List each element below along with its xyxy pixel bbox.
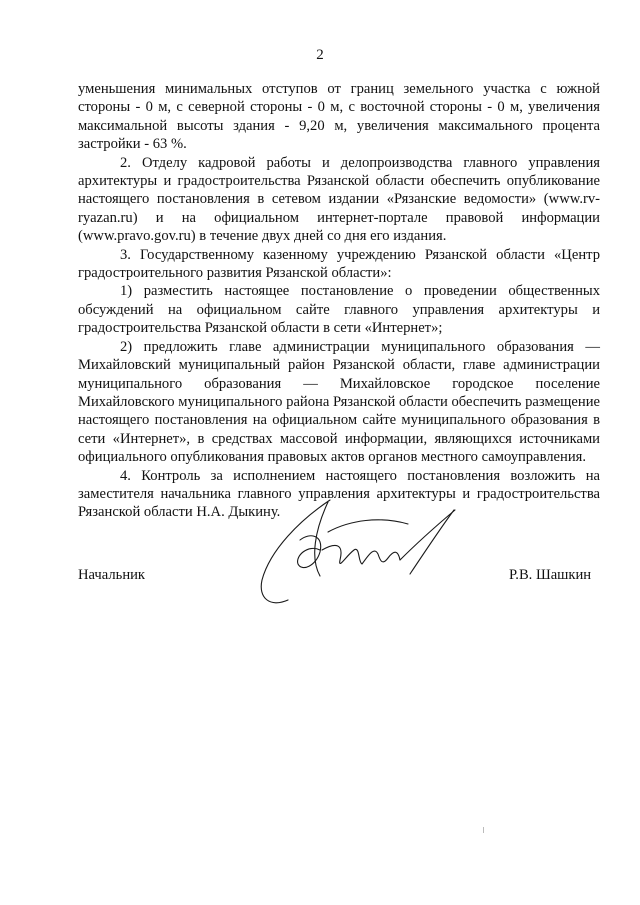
paragraph-subitem-2: 2) предложить главе администрации муниципального образования — Михайловский муниципальный район Рязанской области, главе администрации муниципального образования — Михайловское городское поселение Михайловского муниципального района Рязанской области обеспечить размещение настоящего постановления на официальном сайте муниципального образования в сети «Интернет», в средствах массовой информации, являющихся источниками официального опубликования правовых актов органов местного самоуправления. [78,338,600,466]
signer-name: Р.В. Шашкин [509,567,592,583]
page-number: 2 [316,47,324,63]
paragraph-item-2: 2. Отделу кадровой работы и делопроизводства главного управления архитектуры и градостроительства Рязанской области обеспечить опубликование настоящего постановления в сетевом издании «Рязанские ведомости» (www.rv-ryazan.ru) и на официальном интернет-портале правовой информации (www.pravo.gov.ru) в течение двух дней со дня его издания. [78,154,600,245]
handwritten-signature [240,480,480,620]
paragraph-item-3: 3. Государственному казенному учреждению Рязанской области «Центр градостроительного развития Рязанской области»: [78,246,600,282]
paragraph-continuation: уменьшения минимальных отступов от границ земельного участка с южной стороны - 0 м, с северной стороны - 0 м, с восточной стороны - 0 м, увеличения максимальной высоты здания - 9,20 м, увеличения максимального процента застройки - 63 %. [78,81,600,153]
paragraph-subitem-1: 1) разместить настоящее постановление о проведении общественных обсуждений на официальном сайте главного управления архитектуры и градостроительства Рязанской области в сети «Интернет»; [78,283,600,337]
paragraph-item-4: 4. Контроль за исполнением настоящего постановления возложить на заместителя начальника главного управления архитектуры и градостроительства Рязанской области Н.А. Дыкину. [78,467,600,521]
signer-position: Начальник [78,567,146,583]
scan-mark [483,827,484,833]
